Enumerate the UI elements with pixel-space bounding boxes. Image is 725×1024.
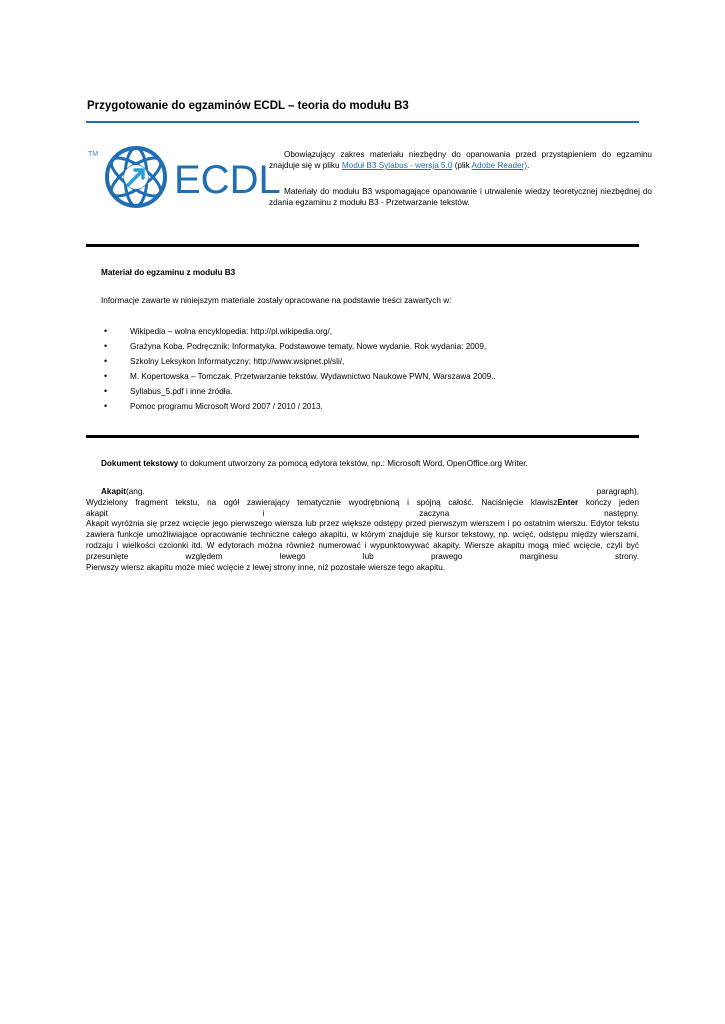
bullet-icon: • bbox=[104, 401, 108, 411]
document-term: Dokument tekstowy bbox=[101, 459, 179, 468]
materials-title: Materiał do egzaminu z modułu B3 bbox=[101, 268, 236, 277]
akapit-word-2: i bbox=[262, 508, 265, 518]
akapit-term: Akapit bbox=[101, 487, 127, 496]
intro-paragraph-2: Materiały do modułu B3 wspomagające opanowanie i utrwalenie wiedzy teoretycznej niezbędnej do zdania egzaminu z modułu B3 - Przetwarzanie tekstów. bbox=[269, 187, 652, 207]
ecdl-wordmark: ECDL bbox=[174, 158, 281, 202]
intro-text-a: Obowiązujący zakres materiału niezbędny do opanowania przed przystąpieniem do egzaminu znajduje się w pliku bbox=[269, 150, 652, 170]
bullet-icon: • bbox=[104, 326, 108, 336]
list-item-text: Grażyna Koba. Podręcznik: Informatyka. Podstawowe tematy. Nowe wydanie. Rok wydania: 2009, bbox=[130, 342, 487, 351]
list-item-text: M. Kopertowska – Tomczak. Przetwarzanie tekstów. Wydawnictwo Naukowe PWN, Warszawa 2009.. bbox=[130, 372, 496, 381]
akapit-paragraph-word: paragraph), bbox=[596, 487, 639, 496]
list-item-text: Szkolny Leksykon Informatyczny: http://www.wsipnet.pl/sli/, bbox=[130, 357, 345, 366]
document-definition bbox=[101, 459, 528, 468]
akapit-word-1: akapit bbox=[86, 508, 108, 518]
section-divider-2 bbox=[86, 435, 639, 438]
akapit-line-2b: kończy jeden bbox=[578, 497, 639, 507]
akapit-word-3: zaczyna bbox=[419, 508, 450, 518]
akapit-word-4: następny. bbox=[604, 508, 639, 518]
list-item bbox=[104, 341, 496, 356]
list-item-text: Pomoc programu Microsoft Word 2007 / 2010 / 2013. bbox=[130, 402, 323, 411]
sylabus-link[interactable]: Moduł B3 Sylabus - wersja 5.0 bbox=[341, 161, 453, 170]
akapit-definition bbox=[86, 487, 639, 573]
list-item bbox=[104, 371, 496, 386]
trademark-mark: TM bbox=[88, 151, 99, 158]
intro-block bbox=[269, 149, 652, 223]
akapit-line-1 bbox=[86, 487, 639, 498]
section-divider-1 bbox=[86, 244, 639, 247]
ecdl-logo bbox=[86, 143, 281, 209]
akapit-line-3 bbox=[86, 509, 639, 520]
list-item-text: Syllabus_5.pdf i inne źródła. bbox=[130, 387, 233, 396]
list-item-text: Wikipedia – wolna encyklopedia: http://pl.wikipedia.org/, bbox=[130, 327, 333, 336]
bullet-icon: • bbox=[104, 341, 108, 351]
globe-icon bbox=[106, 148, 166, 206]
document-definition-text: to dokument utworzony za pomocą edytora tekstów, np.: Microsoft Word, OpenOffice.org Writer. bbox=[178, 459, 528, 468]
akapit-ang: (ang. bbox=[126, 487, 145, 496]
list-item bbox=[104, 386, 496, 401]
list-item bbox=[104, 326, 496, 341]
bullet-icon: • bbox=[104, 356, 108, 366]
title-underline bbox=[86, 121, 639, 123]
bullet-icon: • bbox=[104, 386, 108, 396]
adobe-reader-link[interactable]: Adobe Reader) bbox=[471, 161, 528, 170]
list-item bbox=[104, 401, 496, 416]
sources-list bbox=[104, 326, 496, 416]
akapit-line-2a: Wydzielony fragment tekstu, na ogół zawierający tematycznie wyodrębnioną i spójną całość. Naciśnięcie klawisz bbox=[86, 497, 558, 507]
materials-info: Informacje zawarte w niniejszym materiale zostały opracowane na podstawie treści zawartych w: bbox=[101, 296, 452, 305]
page-title: Przygotowanie do egzaminów ECDL – teoria do modułu B3 bbox=[87, 100, 409, 112]
intro-text-b: (plik bbox=[452, 161, 472, 170]
enter-key-term: Enter bbox=[557, 497, 579, 507]
akapit-body: Akapit wyróżnia się przez wcięcie jego pierwszego wiersza lub przez większe odstępy przed pierwszym wierszem i po ostatnim wierszu. Edytor tekstu zawiera funkcje umożliwiające opracowanie techniczne całego akapitu, w którym znajduje się kursor tekstowy, np. wcięć, odstępu między wierszami, rodzaju i wielkości czcionki itd. W edytorach można również numerować i wypunktowywać akapity. Wiersze akapitu mogą mieć wcięcie, czyli być przesunięte względem lewego lub prawego marginesu strony. bbox=[86, 519, 639, 561]
bullet-icon: • bbox=[104, 371, 108, 381]
intro-text-c: . bbox=[527, 161, 530, 170]
list-item bbox=[104, 356, 496, 371]
akapit-last-line: Pierwszy wiersz akapitu może mieć wcięcie z lewej strony inne, niż pozostałe wiersze tego akapitu. bbox=[86, 562, 446, 572]
akapit-line-2 bbox=[86, 498, 639, 509]
intro-paragraph-1 bbox=[269, 149, 652, 171]
